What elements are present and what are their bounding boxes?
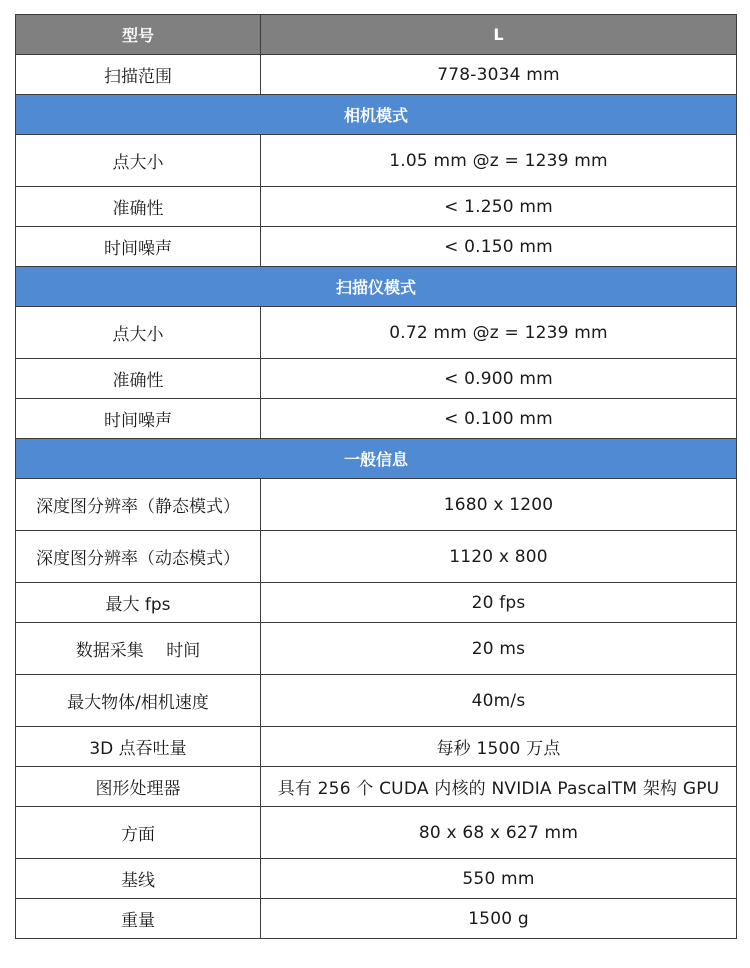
table-row xyxy=(16,623,737,675)
spec-table-body xyxy=(16,15,737,939)
spec-table xyxy=(15,14,737,939)
spec-value: 20 ms xyxy=(261,623,737,675)
spec-label: 点大小 xyxy=(16,307,261,359)
spec-label: 准确性 xyxy=(16,187,261,227)
spec-label: 深度图分辨率（静态模式） xyxy=(16,479,261,531)
section-title: 相机模式 xyxy=(16,95,737,135)
spec-label: 方面 xyxy=(16,807,261,859)
spec-value: 20 fps xyxy=(261,583,737,623)
table-row xyxy=(16,187,737,227)
spec-label: 深度图分辨率（动态模式） xyxy=(16,531,261,583)
table-row xyxy=(16,399,737,439)
spec-value: 1500 g xyxy=(261,899,737,939)
spec-value: 80 x 68 x 627 mm xyxy=(261,807,737,859)
section-title: 一般信息 xyxy=(16,439,737,479)
spec-value: < 0.900 mm xyxy=(261,359,737,399)
spec-value: 具有 256 个 CUDA 内核的 NVIDIA PascalTM 架构 GPU xyxy=(261,767,737,807)
spec-label: 最大 fps xyxy=(16,583,261,623)
spec-value: 778-3034 mm xyxy=(261,55,737,95)
table-row xyxy=(16,135,737,187)
table-row xyxy=(16,583,737,623)
table-row xyxy=(16,531,737,583)
spec-value: 550 mm xyxy=(261,859,737,899)
spec-label: 3D 点吞吐量 xyxy=(16,727,261,767)
section-header-row xyxy=(16,95,737,135)
header-label: 型号 xyxy=(16,15,261,55)
table-row xyxy=(16,479,737,531)
spec-label: 时间噪声 xyxy=(16,227,261,267)
spec-label: 图形处理器 xyxy=(16,767,261,807)
spec-value: 1.05 mm @z = 1239 mm xyxy=(261,135,737,187)
spec-value: 1680 x 1200 xyxy=(261,479,737,531)
table-row xyxy=(16,767,737,807)
spec-value: 1120 x 800 xyxy=(261,531,737,583)
spec-label: 数据采集 时间 xyxy=(16,623,261,675)
section-title: 扫描仪模式 xyxy=(16,267,737,307)
spec-label: 扫描范围 xyxy=(16,55,261,95)
table-row xyxy=(16,359,737,399)
table-row xyxy=(16,899,737,939)
spec-value: < 0.100 mm xyxy=(261,399,737,439)
table-row xyxy=(16,727,737,767)
spec-value: < 1.250 mm xyxy=(261,187,737,227)
spec-value: 40m/s xyxy=(261,675,737,727)
section-header-row xyxy=(16,439,737,479)
table-row xyxy=(16,55,737,95)
table-row xyxy=(16,675,737,727)
header-value: L xyxy=(261,15,737,55)
spec-label: 最大物体/相机速度 xyxy=(16,675,261,727)
spec-value: 0.72 mm @z = 1239 mm xyxy=(261,307,737,359)
table-row xyxy=(16,307,737,359)
spec-label: 基线 xyxy=(16,859,261,899)
spec-label: 时间噪声 xyxy=(16,399,261,439)
section-header-row xyxy=(16,267,737,307)
table-row xyxy=(16,807,737,859)
spec-label: 准确性 xyxy=(16,359,261,399)
table-row xyxy=(16,227,737,267)
spec-label: 点大小 xyxy=(16,135,261,187)
spec-value: < 0.150 mm xyxy=(261,227,737,267)
spec-value: 每秒 1500 万点 xyxy=(261,727,737,767)
table-row xyxy=(16,859,737,899)
header-row xyxy=(16,15,737,55)
spec-label: 重量 xyxy=(16,899,261,939)
